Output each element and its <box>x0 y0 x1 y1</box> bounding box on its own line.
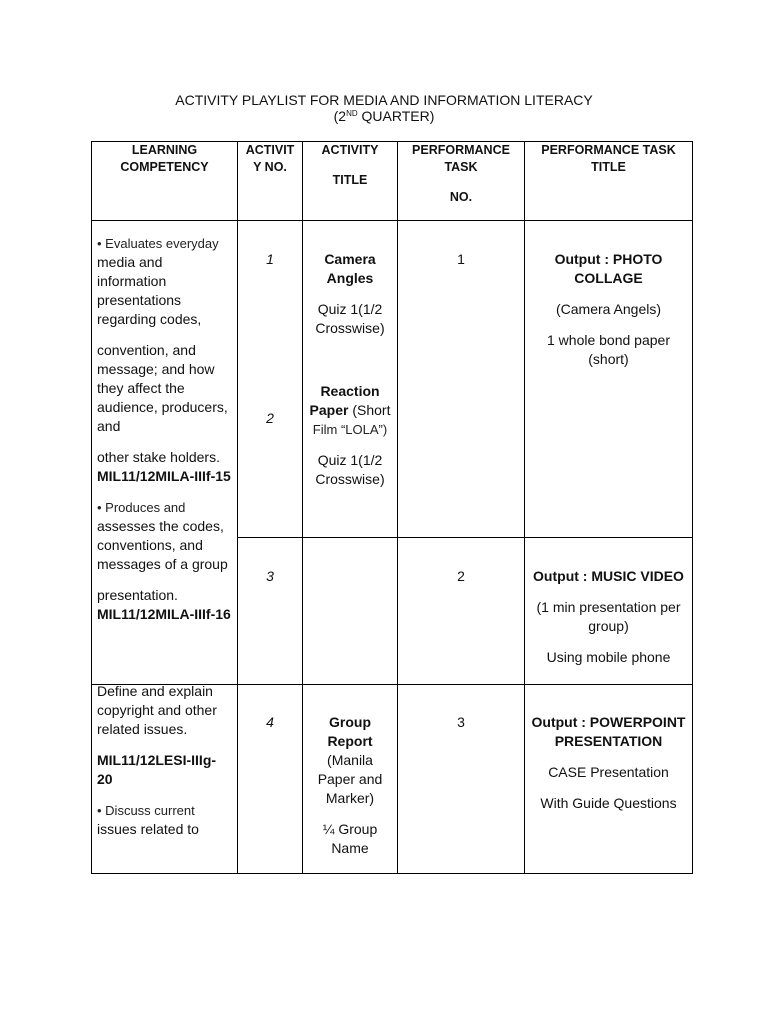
table-header-divider <box>91 220 692 221</box>
table-row-divider-partial <box>237 537 692 538</box>
header-performance-task-no: PERFORMANCE TASK NO. <box>412 143 510 204</box>
competency-code: MIL11/12LESI-IIIg- <box>97 752 217 768</box>
activity-title-1: Camera Angles Quiz 1(1/2 Crosswise) <box>315 251 385 336</box>
performance-task-no-3: 3 <box>457 714 465 730</box>
header-performance-task-title: PERFORMANCE TASK TITLE <box>541 143 676 174</box>
table-border-left <box>91 141 92 874</box>
activity-title-4: Group Report (Manila Paper and Marker) ¼ Group Name <box>317 714 383 856</box>
performance-task-no-1: 1 <box>457 251 465 267</box>
header-activity-title: ACTIVITY TITLE <box>321 143 379 187</box>
competency-code: MIL11/12MILA-IIIf-16 <box>97 606 231 622</box>
competency-cell-3: Define and explain copyright and other related issues. MIL11/12LESI-IIIg- 20 • Discuss current issues related to <box>97 682 237 839</box>
competency-cell-1: • Evaluates everyday media and information presentations regarding codes, convention, and message; and how they affect the audience, producers, and other stake holders. MIL11/12MILA-IIIf-15 • Produces and assesses the codes, conventions, and messages of a group presentation. MIL11/12MILA-IIIf-16 <box>97 234 237 624</box>
activity-no-3: 3 <box>266 568 274 584</box>
performance-task-title-2: Output : MUSIC VIDEO (1 min presentation per group) Using mobile phone <box>533 568 684 665</box>
table-border-right <box>692 141 693 874</box>
document-title: ACTIVITY PLAYLIST FOR MEDIA AND INFORMATION LITERACY <box>175 92 593 108</box>
competency-code: MIL11/12MILA-IIIf-15 <box>97 468 231 484</box>
activity-no-2: 2 <box>266 410 274 426</box>
performance-task-no-2: 2 <box>457 568 465 584</box>
header-activity-no: ACTIVIT Y NO. <box>245 143 295 174</box>
performance-task-title-1: Output : PHOTO COLLAGE (Camera Angels) 1 whole bond paper (short) <box>547 251 670 367</box>
table-border-bottom <box>91 873 692 874</box>
activity-no-1: 1 <box>266 251 274 267</box>
performance-task-title-3: Output : POWERPOINT PRESENTATION CASE Presentation With Guide Questions <box>531 714 686 811</box>
activity-no-4: 4 <box>266 714 274 730</box>
header-learning-competency: LEARNING COMPETENCY <box>120 143 209 174</box>
document-subtitle: (2ND QUARTER) <box>333 108 435 124</box>
activity-title-2: Reaction Paper (Short Film “LOLA”) Quiz 1(1/2 Crosswise) <box>309 383 391 487</box>
